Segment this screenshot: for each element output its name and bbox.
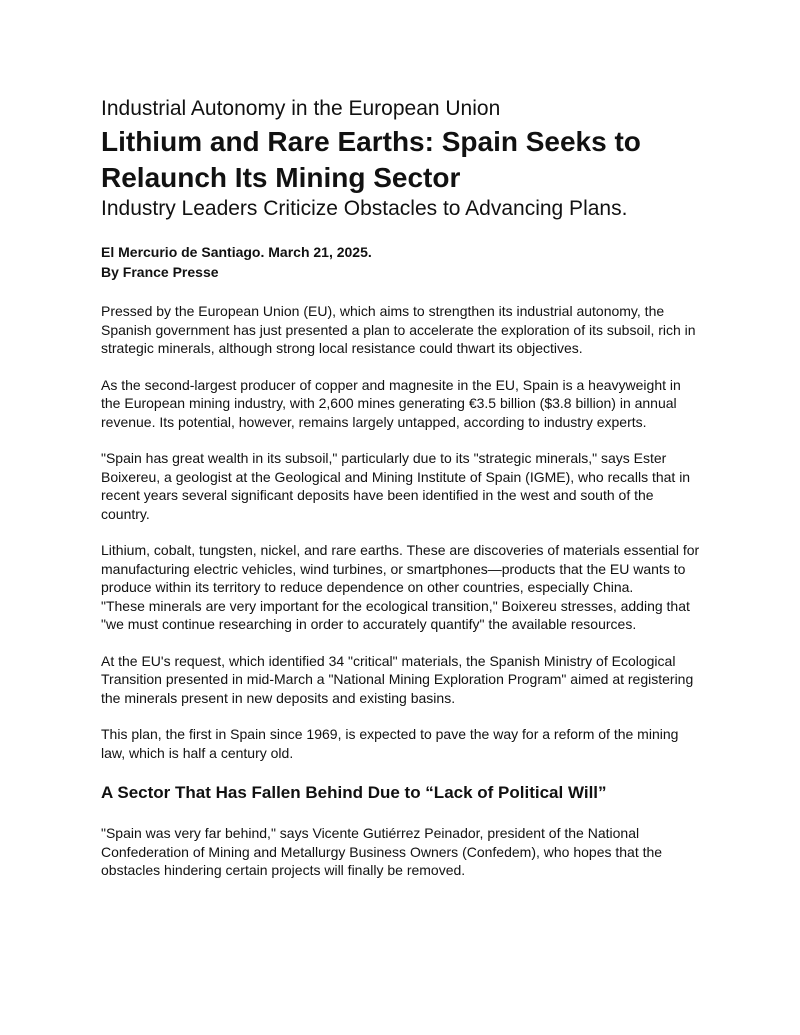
article-kicker: Industrial Autonomy in the European Union (101, 97, 501, 120)
spacer (101, 762, 701, 782)
byline-author: By France Presse (101, 264, 219, 280)
section-heading: A Sector That Has Fallen Behind Due to “Lack of Political Will” (101, 783, 607, 802)
article-subhead: Industry Leaders Criticize Obstacles to Advancing Plans. (101, 197, 628, 220)
spacer (101, 707, 701, 725)
body-paragraph: Pressed by the European Union (EU), which aims to strengthen its industrial autonomy, the Spanish government has just presented a plan to accelerate the exploration of its subsoil, rich in strategic minerals, although strong local resistance could thwart its objectives. (101, 303, 696, 356)
body-paragraph: As the second-largest producer of copper and magnesite in the EU, Spain is a heavyweight in the European mining industry, with 2,600 mines generating €3.5 billion ($3.8 billion) in annual revenue. Its potential, however, remains largely untapped, according to industry experts. (101, 376, 681, 430)
section-paragraph: "Spain was very far behind," says Vicente Gutiérrez Peinador, president of the National Confederation of Mining and Metallurgy Business Owners (Confedem), who hopes that the obstacles hindering certain projects will finally be removed. (101, 825, 663, 878)
byline (101, 242, 701, 282)
body-paragraph: Lithium, cobalt, tungsten, nickel, and rare earths. These are discoveries of materials essential for manufacturing electric vehicles, wind turbines, or smartphones—products that the EU wants to produce within its territory to reduce dependence on other countries, especially China. (101, 542, 700, 595)
body-paragraph: This plan, the first in Spain since 1969, is expected to pave the way for a reform of the mining law, which is half a century old. (101, 726, 679, 761)
article-page (101, 96, 701, 880)
article-headline: Lithium and Rare Earths: Spain Seeks to Relaunch Its Mining Sector (101, 126, 641, 193)
byline-source: El Mercurio de Santiago. March 21, 2025. (101, 244, 372, 260)
spacer (101, 804, 701, 824)
body-paragraph: "Spain has great wealth in its subsoil," particularly due to its "strategic minerals," says Ester Boixereu, a geologist at the Geological and Mining Institute of Spain (IGME), who recalls that in recent years several significant deposits have been identified in the west and south of the country. (101, 450, 691, 522)
body-paragraph: At the EU's request, which identified 34 "critical" materials, the Spanish Ministry of Ecological Transition presented in mid-March a "National Mining Exploration Program" aimed at registering the minerals present in new deposits and existing basins. (101, 652, 694, 706)
spacer (101, 358, 701, 376)
spacer (101, 282, 701, 302)
spacer (101, 634, 701, 652)
spacer (101, 523, 701, 541)
spacer (101, 431, 701, 449)
body-paragraph: "These minerals are very important for the ecological transition," Boixereu stresses, adding that "we must continue researching in order to accurately quantify" the available resources. (101, 597, 690, 632)
